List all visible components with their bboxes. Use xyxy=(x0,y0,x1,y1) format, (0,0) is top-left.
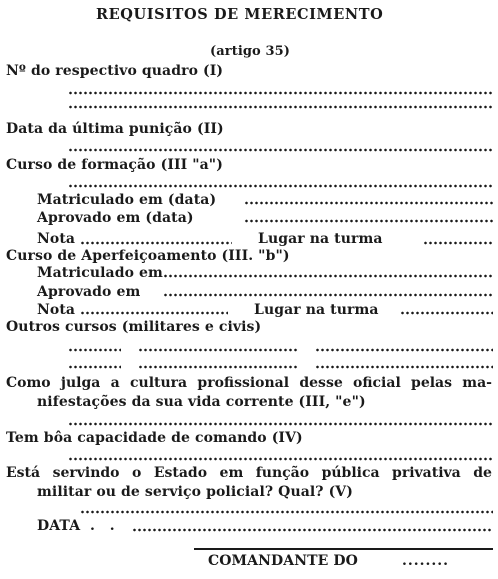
commander-dots: ........ xyxy=(402,553,449,569)
word: desse xyxy=(299,375,343,391)
item-cultura-line1 xyxy=(6,375,492,391)
item-servindo-line1 xyxy=(6,465,492,481)
word: servindo xyxy=(52,465,120,481)
fill-line xyxy=(68,365,121,369)
item-punicao-label: Data da última punição (II) xyxy=(6,121,224,137)
fill-line xyxy=(400,311,493,315)
item-comando-label: Tem bôa capacidade de comando (IV) xyxy=(6,430,303,446)
fill-line xyxy=(68,184,493,188)
date-leader: . . xyxy=(90,518,120,534)
aperf-lugar-label: Lugar na turma xyxy=(254,302,379,318)
fill-line xyxy=(80,311,228,315)
item-formacao-label: Curso de formação (III "a") xyxy=(6,157,223,173)
document-title: REQUISITOS DE MERECIMENTO xyxy=(96,6,384,23)
fill-line xyxy=(68,105,493,109)
word: Como xyxy=(6,375,51,391)
item-cultura-line2: nifestações da sua vida corrente (III, "e") xyxy=(37,394,366,410)
fill-line xyxy=(163,274,493,278)
aperf-matriculado-label: Matriculado em xyxy=(37,265,163,281)
fill-line xyxy=(68,422,493,426)
word: privativa xyxy=(392,465,461,481)
word: pública xyxy=(321,465,380,481)
fill-line xyxy=(138,365,298,369)
word: cultura xyxy=(130,375,188,391)
word: profissional xyxy=(197,375,290,391)
commander-label: COMANDANTE DO xyxy=(208,553,358,569)
aperf-aprovado-label: Aprovado em xyxy=(37,284,141,300)
aperf-nota-label: Nota xyxy=(37,302,76,318)
formacao-aprovado-label: Aprovado em (data) xyxy=(37,210,194,226)
item-aperfeicoamento-label: Curso de Aperfeiçoamento (III. "b") xyxy=(6,248,290,264)
word: Estado xyxy=(153,465,208,481)
fill-line xyxy=(68,91,493,95)
word: em xyxy=(219,465,244,481)
fill-line xyxy=(138,348,298,352)
fill-line xyxy=(315,348,493,352)
fill-line xyxy=(423,241,493,245)
fill-line xyxy=(315,365,493,369)
article-reference: (artigo 35) xyxy=(210,44,290,59)
formacao-matriculado-label: Matriculado em (data) xyxy=(37,192,217,208)
word: Está xyxy=(6,465,41,481)
item-outros-cursos-label: Outros cursos (militares e civis) xyxy=(6,319,262,335)
fill-line xyxy=(132,528,493,532)
fill-line xyxy=(80,510,493,514)
item-quadro-label: Nº do respectivo quadro (I) xyxy=(6,63,224,79)
fill-line xyxy=(244,219,493,223)
fill-line xyxy=(80,241,232,245)
date-label: DATA xyxy=(37,518,81,534)
fill-line xyxy=(68,348,121,352)
fill-line xyxy=(163,293,493,297)
fill-line xyxy=(68,457,493,461)
fill-line xyxy=(244,201,493,205)
word: função xyxy=(255,465,310,481)
word: oficial xyxy=(353,375,401,391)
word: a xyxy=(110,375,120,391)
word: de xyxy=(473,465,492,481)
signature-rule xyxy=(194,548,493,550)
word: o xyxy=(132,465,142,481)
item-servindo-line2: militar ou de serviço policial? Qual? (V) xyxy=(37,484,353,500)
formacao-nota-label: Nota xyxy=(37,231,76,247)
word: julga xyxy=(60,375,101,391)
formacao-lugar-label: Lugar na turma xyxy=(258,231,383,247)
word: pelas xyxy=(411,375,453,391)
fill-line xyxy=(68,148,493,152)
word: ma- xyxy=(462,375,492,391)
